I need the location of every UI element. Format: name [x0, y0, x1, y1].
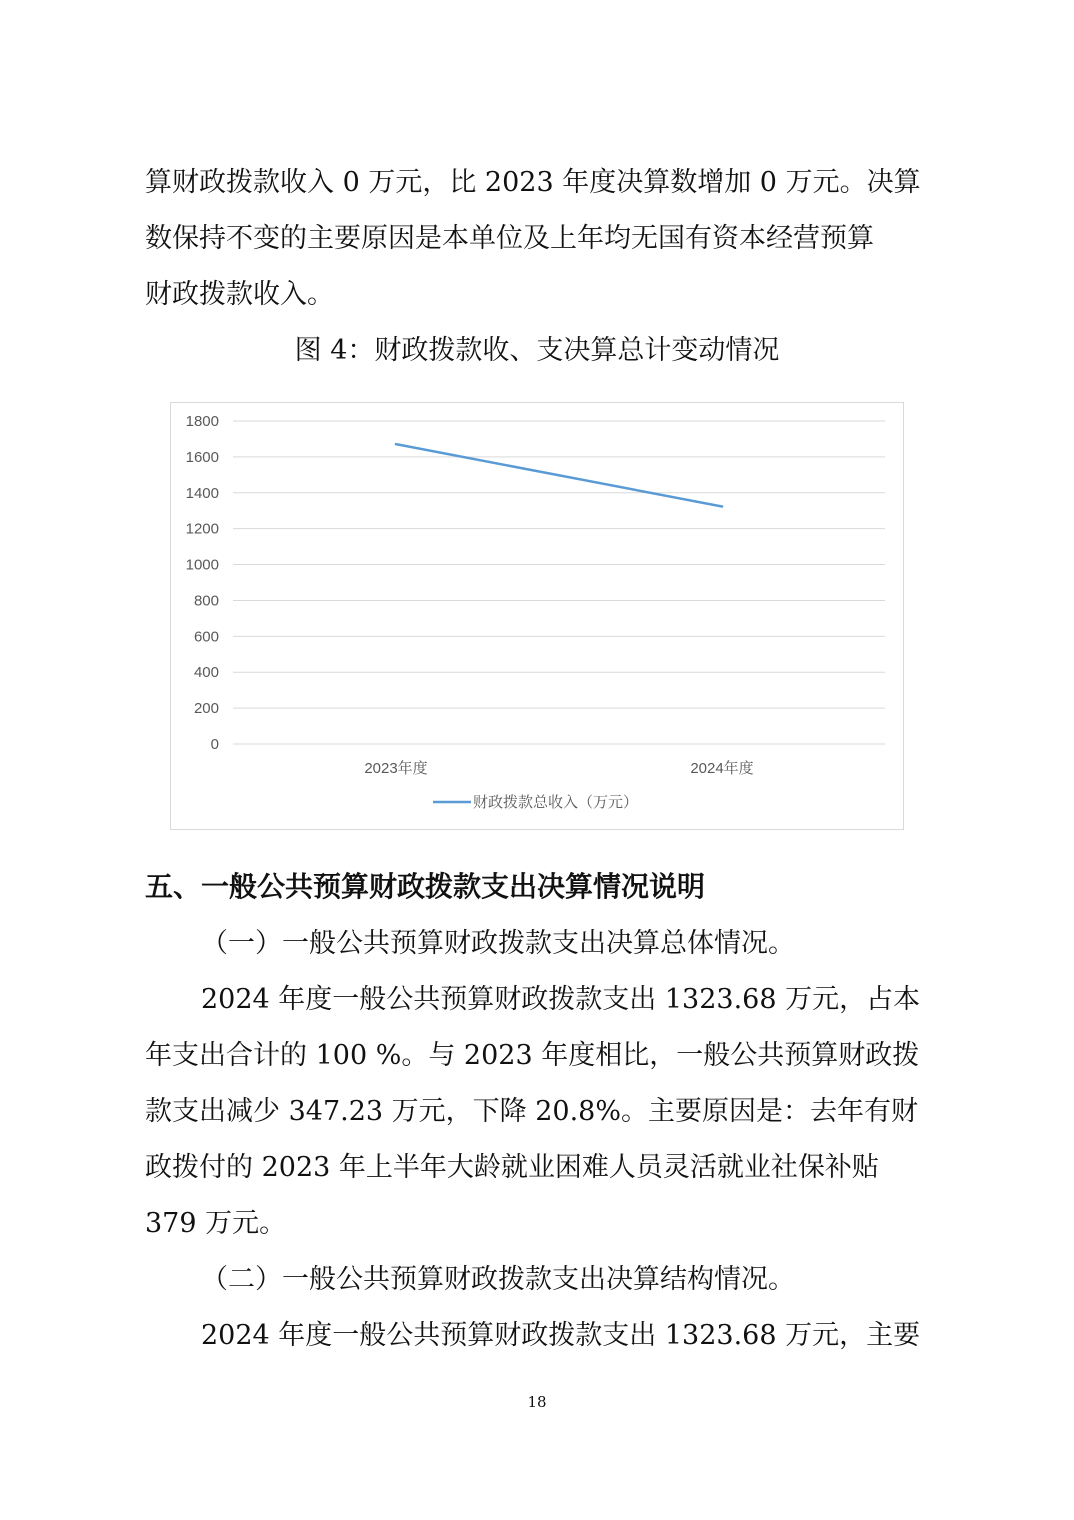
- intro-paragraph: [145, 155, 945, 323]
- y-tick-label: 600: [193, 628, 219, 646]
- y-tick-label: 200: [193, 700, 219, 718]
- y-tick-label: 1400: [185, 484, 219, 502]
- chart-canvas: [171, 403, 903, 829]
- expenditure-paragraph: [145, 972, 945, 1252]
- y-tick-label: 1600: [185, 448, 219, 466]
- text-line: 2024 年度一般公共预算财政拨款支出 1323.68 万元，主要: [201, 1320, 921, 1351]
- series-line: [396, 444, 722, 506]
- text-line: 数保持不变的主要原因是本单位及上年均无国有资本经营预算: [145, 223, 874, 254]
- legend-label: 财政拨款总收入（万元）: [473, 794, 639, 811]
- y-tick-label: 0: [210, 736, 219, 753]
- page-number: 18: [527, 1393, 547, 1411]
- text-line: 379 万元。: [145, 1208, 287, 1239]
- structure-paragraph: [145, 1308, 945, 1364]
- y-tick-label: 400: [193, 664, 219, 682]
- text-line: （二）一般公共预算财政拨款支出决算结构情况。: [201, 1264, 795, 1295]
- data-point: [395, 443, 397, 445]
- y-tick-label: 800: [193, 592, 219, 610]
- text-line: 政拨付的 2023 年上半年大龄就业困难人员灵活就业社保补贴: [145, 1152, 879, 1183]
- subsection-title: [145, 1252, 945, 1308]
- y-tick-label: 1800: [185, 413, 219, 430]
- y-tick-label: 1200: [185, 520, 219, 538]
- text-line: （一）一般公共预算财政拨款支出决算总体情况。: [201, 928, 795, 959]
- text-line: 算财政拨款收入 0 万元，比 2023 年度决算数增加 0 万元。决算: [145, 167, 921, 198]
- text-line: 财政拨款收入。: [145, 279, 334, 310]
- data-point: [721, 505, 723, 507]
- text-line: 款支出减少 347.23 万元，下降 20.8%。主要原因是：去年有财: [145, 1096, 918, 1127]
- x-tick-label: 2024年度: [690, 760, 754, 777]
- subsection-title: [145, 916, 945, 972]
- figure-caption: 图 4：财政拨款收、支决算总计变动情况: [294, 335, 780, 366]
- line-chart: [170, 402, 904, 830]
- text-line: 年支出合计的 100 %。与 2023 年度相比，一般公共预算财政拨: [145, 1040, 920, 1071]
- x-tick-label: 2023年度: [364, 760, 428, 777]
- text-line: 2024 年度一般公共预算财政拨款支出 1323.68 万元，占本: [201, 984, 921, 1015]
- y-tick-label: 1000: [185, 556, 219, 574]
- section-heading: 五、一般公共预算财政拨款支出决算情况说明: [145, 870, 706, 903]
